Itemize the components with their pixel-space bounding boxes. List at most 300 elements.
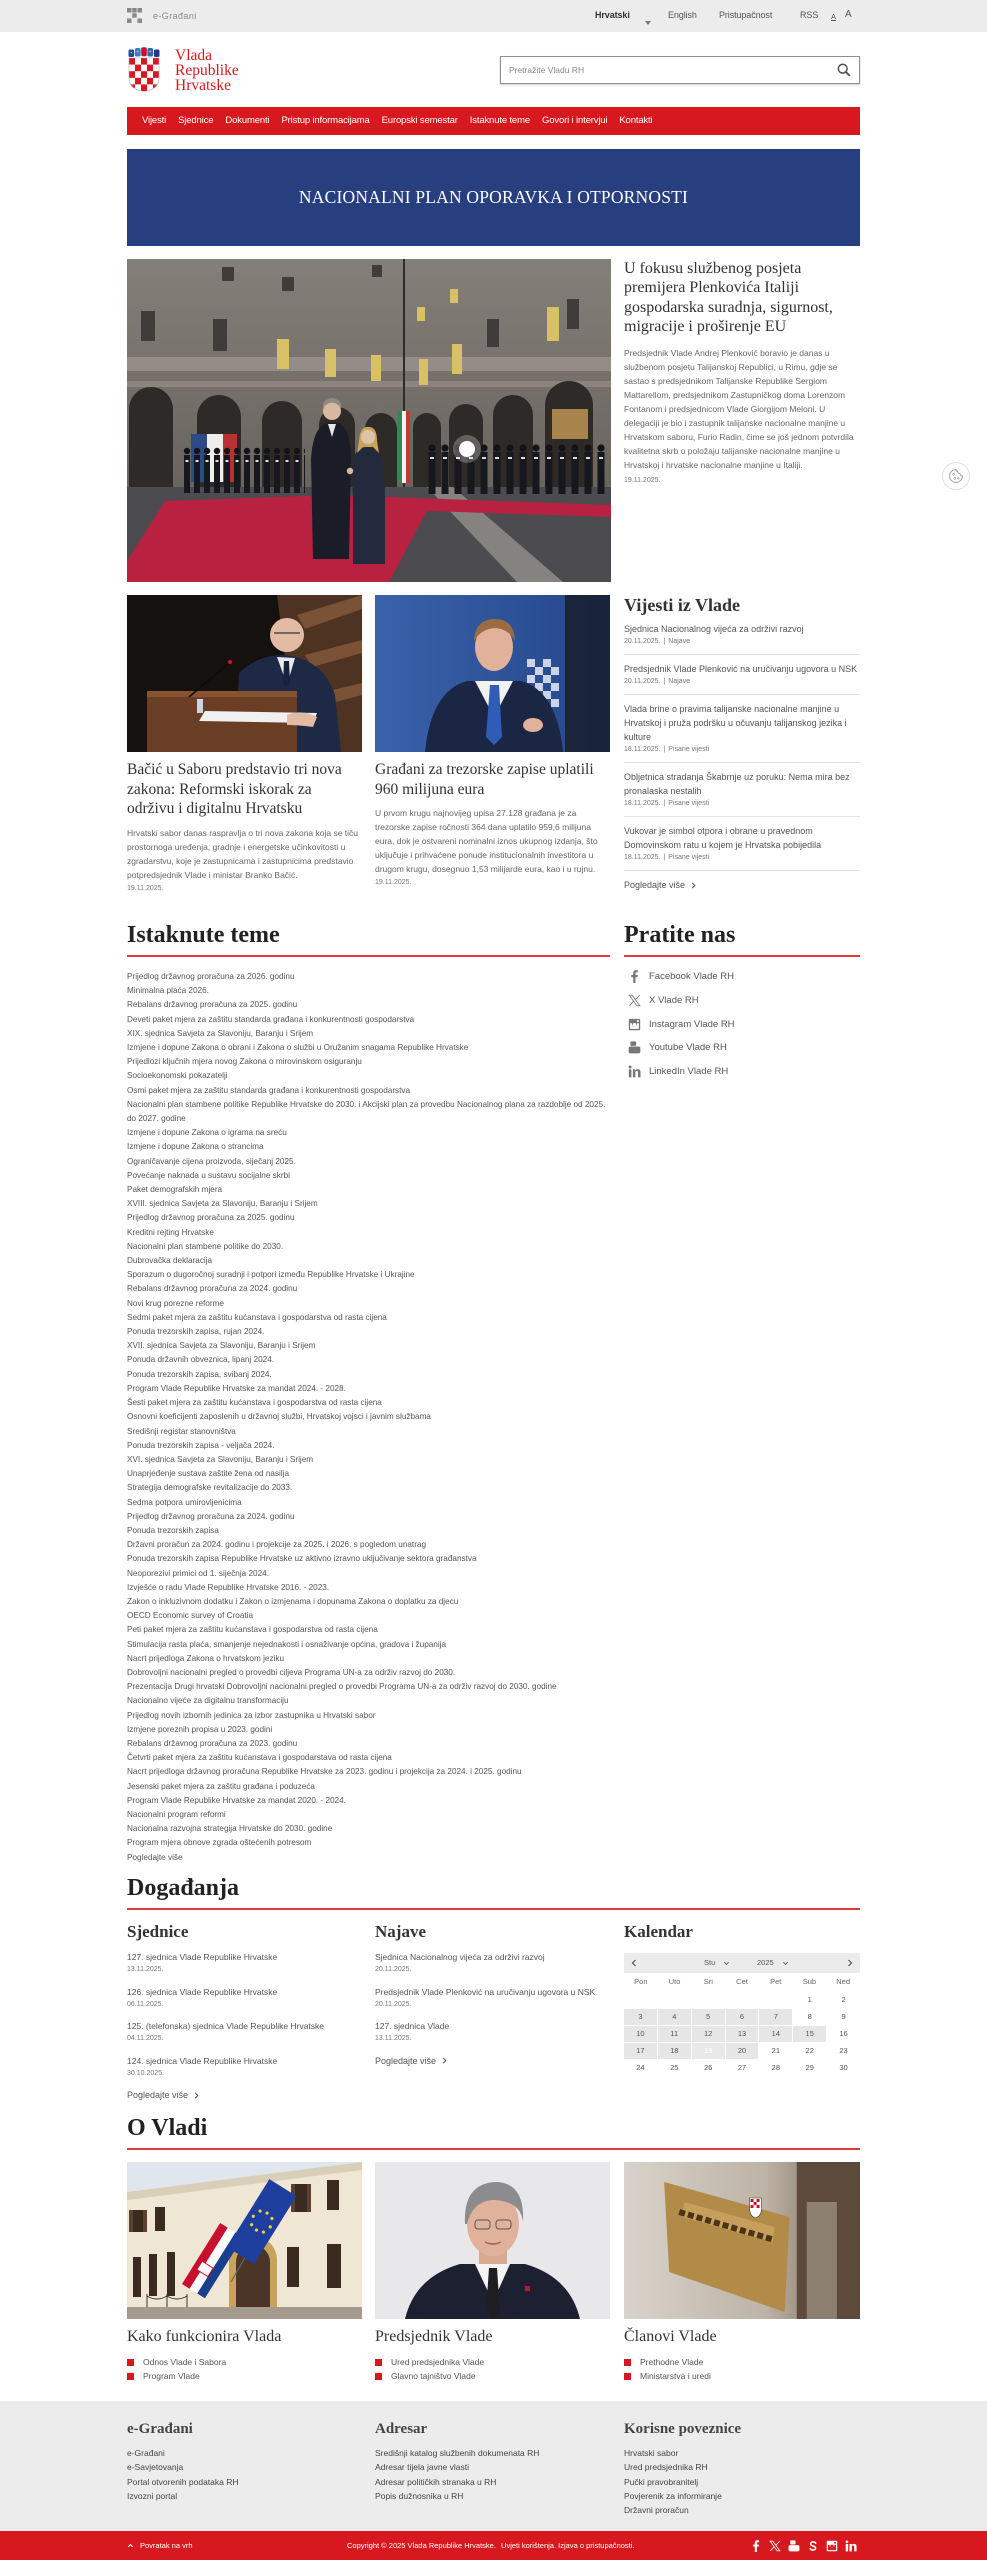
event-item <box>127 2054 362 2080</box>
red-square-bullet-icon <box>624 2359 631 2366</box>
font-size-small-button[interactable]: A <box>831 12 836 21</box>
about-heading: O Vladi <box>127 2115 208 2141</box>
event-date: 04.11.2025. <box>127 2035 164 2042</box>
about-card-image[interactable] <box>127 2162 362 2319</box>
cookie-icon <box>948 468 964 484</box>
nav-item-dokumenti[interactable]: Dokumenti <box>225 115 270 126</box>
topic-link[interactable]: Minimalna plaća 2026. <box>127 986 209 996</box>
footer-link[interactable]: Hrvatski sabor <box>624 2448 679 2458</box>
news-category-link[interactable]: Pisane vijesti <box>668 800 710 807</box>
about-link[interactable]: Prethodne Vlade <box>640 2357 704 2367</box>
e-gradani-link[interactable] <box>127 8 197 23</box>
meta-separator: | <box>663 800 666 807</box>
calendar-weekday: Ned <box>836 1977 851 1986</box>
topic-link[interactable]: Deveti paket mjera za zaštitu standarda građana i konkurentnosti gospodarstva <box>127 1014 415 1024</box>
follow-us-list <box>624 965 860 1083</box>
topic-link[interactable]: Prijedlozi ključnih mjera novog Zakona o mirovinskom osiguranju <box>127 1057 362 1067</box>
topic-link[interactable]: Dubrovačka deklaracija <box>127 1256 213 1266</box>
x-icon <box>628 994 641 1007</box>
about-link-item <box>624 2355 860 2369</box>
chevron-down-icon <box>782 1960 789 1967</box>
topic-link[interactable]: Jesenski paket mjera za zaštitu građana i poduzeća <box>127 1781 315 1791</box>
event-item <box>375 2019 610 2045</box>
chevron-up-icon <box>127 2542 134 2549</box>
calendar-day[interactable]: 8 <box>807 2011 812 2021</box>
youtube-icon <box>628 1041 641 1054</box>
more-link-label: Pogledajte više <box>127 2090 189 2100</box>
news-date: 20.11.2025. <box>624 638 661 645</box>
month-select[interactable] <box>704 1953 730 1973</box>
topic-link[interactable]: Sporazum o dugoročnoj suradnji i potpori između Republike Hrvatske i Ukrajine <box>127 1270 415 1280</box>
news-sidebar-item-title[interactable]: Predsjednik Vlade Plenković na uručivanju ugovora u NSK <box>624 664 858 674</box>
cookie-settings-button[interactable] <box>942 462 970 490</box>
about-card-links <box>127 2355 362 2383</box>
news-sidebar-item <box>624 702 860 763</box>
accessibility-statement-link[interactable]: Izjava o pristupačnosti. <box>558 2541 635 2550</box>
calendar-day[interactable]: 24 <box>636 2062 645 2072</box>
calendar-day[interactable]: 19 <box>692 2043 725 2059</box>
red-square-bullet-icon <box>375 2373 382 2380</box>
news-card-title[interactable]: Građani za trezorske zapise uplatili 960 milijuna eura <box>375 761 594 798</box>
calendar-day[interactable]: 9 <box>841 2011 846 2021</box>
calendar-empty-cell <box>624 1992 657 2008</box>
event-date: 06.11.2025. <box>127 2000 164 2008</box>
calendar-empty-cell <box>726 1992 759 2008</box>
announcements-heading: Najave <box>375 1922 426 1941</box>
featured-photo <box>127 259 611 582</box>
calendar-day[interactable]: 3 <box>624 2009 657 2025</box>
news-sidebar-item-meta <box>624 798 860 810</box>
topic-link[interactable]: XVI. sjednica Savjeta za Slavoniju, Baranju i Srijem <box>127 1454 314 1464</box>
footer-social-link-linkedin[interactable] <box>845 2539 857 2557</box>
chevron-left-icon[interactable] <box>630 1959 638 1967</box>
about-card-links <box>624 2355 860 2383</box>
footer-social-links <box>750 2539 857 2557</box>
news-sidebar-item-meta <box>624 852 860 864</box>
featured-news-image[interactable] <box>127 259 611 582</box>
x-icon <box>769 2540 781 2552</box>
topic-link[interactable]: Strategija demografske revitalizacije do 2033. <box>127 1483 293 1493</box>
more-link-label: Pogledajte više <box>375 2055 437 2066</box>
footer-links <box>127 2446 362 2503</box>
footer-bottom-bar <box>0 2531 987 2560</box>
calendar-empty-cell <box>692 1992 725 2008</box>
event-title[interactable]: 127. sjednica Vlade Republike Hrvatske <box>127 1952 278 1962</box>
follow-link-x-vlade-rh[interactable] <box>624 989 860 1013</box>
nav-item-govori-i-intervjui[interactable]: Govori i intervjui <box>541 115 608 126</box>
about-link[interactable]: Glavno tajništvo Vlade <box>391 2371 476 2381</box>
topic-link[interactable]: Ponuda trezorskih zapisa, svibanj 2024. <box>127 1369 272 1379</box>
topic-link[interactable]: Program mjera obnove zgrada oštećenih potresom <box>127 1838 312 1848</box>
topic-link[interactable]: Sedmi paket mjera za zaštitu kućanstava i gospodarstva od rasta cijena <box>127 1312 387 1322</box>
footer-link[interactable]: Adresar političkih stranaka u RH <box>375 2476 497 2487</box>
news-category-link[interactable]: Pisane vijesti <box>668 746 710 753</box>
meta-separator: | <box>663 638 666 645</box>
nav-item-sjednice[interactable]: Sjednice <box>178 115 214 126</box>
about-card-title[interactable]: Članovi Vlade <box>624 2328 717 2345</box>
topic-link[interactable]: Ponuda trezorskih zapisa <box>127 1525 219 1535</box>
footer-column-heading: Adresar <box>375 2421 428 2437</box>
event-item <box>127 1950 362 1976</box>
event-item <box>127 2019 362 2045</box>
calendar-day[interactable]: 17 <box>624 2043 657 2059</box>
about-card-image[interactable] <box>624 2162 860 2319</box>
facebook-icon <box>750 2540 762 2552</box>
footer-column-adresar <box>375 2419 610 2503</box>
footer-column-useful-links <box>624 2419 859 2517</box>
red-square-bullet-icon <box>127 2359 134 2366</box>
chevron-right-icon <box>193 2092 200 2099</box>
event-title[interactable]: 124. sjednica Vlade Republike Hrvatske <box>127 2055 278 2066</box>
news-sidebar-item <box>624 662 860 695</box>
event-title[interactable]: Sjednica Nacionalnog vijeća za održivi razvoj <box>375 1952 545 1962</box>
news-card-image[interactable] <box>127 595 362 752</box>
topic-link[interactable]: Nacionalno vijeće za digitalnu transformaciju <box>127 1696 289 1706</box>
topic-link[interactable]: Prijedlog državnog proračuna za 2024. godinu <box>127 1511 295 1521</box>
sessions-more-link[interactable] <box>127 2088 362 2102</box>
caret-down-icon[interactable] <box>645 13 651 18</box>
news-sidebar-item-title[interactable]: Vlada brine o pravima talijanske nacionalne manjine u Hrvatskoj i pruža podršku u očuvanju talijanskog jezika i kulture <box>624 704 847 742</box>
topic-link[interactable]: Nacionalna razvojna strategija Hrvatske do 2030. godine <box>127 1824 333 1834</box>
footer-link[interactable]: Adresar tijela javne vlasti <box>375 2462 470 2473</box>
calendar-weekday: Pet <box>770 1977 782 1986</box>
topic-link[interactable]: Prijedlog državnog proračuna za 2026. godinu <box>127 972 295 981</box>
meta-separator: | <box>663 854 666 861</box>
event-item <box>375 1950 610 1976</box>
calendar-day[interactable]: 29 <box>805 2062 814 2072</box>
calendar-day[interactable]: 23 <box>839 2045 848 2055</box>
featured-news-title[interactable]: U fokusu službenog posjeta premijera Plenkovića Italiji gospodarska suradnja, sigurnost, migracije i proširenje EU <box>624 260 833 335</box>
event-item <box>375 1985 610 2011</box>
calendar-day[interactable]: 27 <box>737 2062 747 2072</box>
footer-link[interactable]: Popis dužnosnika u RH <box>375 2490 464 2501</box>
year-select[interactable] <box>757 1953 789 1973</box>
topic-link[interactable]: Peti paket mjera za zaštitu kućanstava i gospodarstva od rasta cijena <box>127 1625 378 1635</box>
calendar-grid <box>624 1992 860 2076</box>
calendar-day[interactable]: 6 <box>726 2009 759 2025</box>
topic-link[interactable]: Prijedlog novih izbornih jedinica za izbor zastupnika u Hrvatski sabor <box>127 1710 376 1720</box>
news-category-link[interactable]: Najave <box>668 678 691 685</box>
footer-link[interactable]: e-Građani <box>127 2448 165 2458</box>
topic-link[interactable]: OECD Economic survey of Croatia <box>127 1611 254 1621</box>
about-link-item <box>624 2369 860 2383</box>
calendar-day[interactable]: 13 <box>726 2026 759 2042</box>
about-link[interactable]: Ministarstva i uredi <box>640 2371 711 2381</box>
topic-link[interactable]: Izvješće o radu Vlade Republike Hrvatske 2016. - 2023. <box>127 1582 330 1592</box>
topic-link[interactable]: Izmjene i dopune Zakona o obrani i Zakona o službi u Oružanim snagama Republike Hrvatske <box>127 1043 469 1053</box>
facebook-icon <box>628 970 641 983</box>
npoo-banner[interactable] <box>127 149 860 246</box>
topic-link[interactable]: Nacionalni plan stambene politike Republike Hrvatske do 2030. i Akcijski plan za provedbu Nacionalnog plana za razdoblje od 2025. do 2027. godine <box>127 1099 606 1124</box>
topic-link[interactable]: Izmjene i dopune Zakona o strancima <box>127 1142 264 1152</box>
government-plaque-photo <box>624 2162 860 2319</box>
announcements-column <box>375 1922 610 2068</box>
follow-link-label: Youtube Vlade RH <box>649 1042 727 1054</box>
highlighted-topics <box>127 970 613 1865</box>
featured-news-date: 19.11.2025. <box>624 477 661 485</box>
logo-text <box>175 48 239 93</box>
government-building-photo <box>127 2162 362 2319</box>
calendar-day[interactable]: 11 <box>658 2026 691 2042</box>
news-card-title[interactable]: Bačić u Saboru predstavio tri nova zakona: Reformski iskorak za održivu i digitalnu Hrvatsku <box>127 761 342 817</box>
topic-link[interactable]: Program Vlade Republike Hrvatske za mandat 2024. - 2028. <box>127 1383 346 1393</box>
red-square-bullet-icon <box>624 2373 631 2380</box>
nav-item-pristup-informacijama[interactable]: Pristup informacijama <box>281 115 370 126</box>
topic-link[interactable]: Novi krug porezne reforme <box>127 1298 224 1308</box>
about-link[interactable]: Ured predsjednika Vlade <box>391 2357 485 2367</box>
calendar-day[interactable]: 22 <box>805 2045 814 2055</box>
about-card-links <box>375 2355 610 2383</box>
news-card-image[interactable] <box>375 595 610 752</box>
topic-link[interactable]: Unaprjeđenje sustava zaštite žena od nasilja <box>127 1469 290 1479</box>
calendar-weekday: Sri <box>703 1977 713 1986</box>
calendar-day[interactable]: 1 <box>807 1994 812 2004</box>
topic-link[interactable]: Nacrt prijedloga Zakona o hrvatskom jeziku <box>127 1653 284 1663</box>
topic-link[interactable]: Povećanje naknada u sustavu socijalne skrbi <box>127 1170 290 1180</box>
event-item <box>127 1985 362 2011</box>
footer-social-link-s[interactable] <box>807 2539 819 2557</box>
topic-link[interactable]: Nacionalni program reformi <box>127 1809 226 1819</box>
event-title[interactable]: 125. (telefonska) sjednica Vlade Republike Hrvatske <box>127 2021 325 2031</box>
topic-link[interactable]: XIX. sjednica Savjeta za Slavoniju, Baranju i Srijem <box>127 1028 314 1038</box>
topic-link[interactable]: Ponuda trezorskih zapisa Republike Hrvatske uz aktivno izravno uključivanje sektora građanstva <box>127 1554 477 1564</box>
topic-link[interactable]: Središnji registar stanovništva <box>127 1426 236 1436</box>
rss-link[interactable]: RSS <box>800 10 819 20</box>
calendar-day[interactable]: 5 <box>692 2009 725 2025</box>
topic-link[interactable]: Osnovni koeficijenti zaposlenih u državnoj službi, Hrvatskoj vojsci i javnim službama <box>127 1412 431 1422</box>
topic-link[interactable]: Paket demografskih mjera <box>127 1185 223 1195</box>
calendar-day[interactable]: 21 <box>771 2045 781 2055</box>
topic-link[interactable]: Prezentacija Drugi hrvatski Dobrovoljni nacionalni pregled o provedbi Programa UN-a za održiv razvoj do 2030. godine <box>127 1682 557 1692</box>
footer-links <box>375 2446 610 2503</box>
copyright-line <box>347 2531 634 2560</box>
calendar-day[interactable]: 25 <box>670 2062 679 2072</box>
event-date: 20.11.2025. <box>375 2000 412 2008</box>
calendar-day[interactable]: 15 <box>793 2026 826 2042</box>
calendar-day[interactable]: 28 <box>771 2062 781 2072</box>
news-sidebar-item-meta <box>624 744 860 756</box>
topic-link[interactable]: Nacionalni plan stambene politike do 2030. <box>127 1241 284 1251</box>
topic-link[interactable]: Neoporezivi primici od 1. siječnja 2024. <box>127 1568 269 1578</box>
red-square-bullet-icon <box>127 2373 134 2380</box>
follow-link-linkedin-vlade-rh[interactable] <box>624 1060 860 1084</box>
follow-link-label: X Vlade RH <box>649 995 699 1007</box>
nav-item-europski-semestar[interactable]: Europski semestar <box>381 115 458 126</box>
news-card <box>127 595 362 895</box>
back-to-top-label: Povratak na vrh <box>140 2541 193 2550</box>
main-navigation <box>127 107 860 135</box>
search-box <box>500 56 860 84</box>
about-link-item <box>127 2369 362 2383</box>
footer-social-link-youtube[interactable] <box>788 2539 800 2557</box>
topic-link[interactable]: Nacrt prijedloga državnog proračuna Republike Hrvatske za 2023. godinu i projekcija za 2024. i 2025. godinu <box>127 1767 522 1777</box>
topic-link[interactable]: Ponuda trezorskih zapisa - veljača 2024. <box>127 1440 275 1450</box>
footer-link[interactable]: Povjerenik za informiranje <box>624 2490 722 2501</box>
footer-column-egradani <box>127 2419 362 2503</box>
calendar-day[interactable]: 7 <box>759 2009 792 2025</box>
footer-social-link-x[interactable] <box>769 2539 781 2557</box>
footer-link[interactable]: Izvozni portal <box>127 2490 178 2501</box>
announcements-list <box>375 1950 610 2045</box>
topic-link[interactable]: Izmjene i dopune Zakona o igrama na sreću <box>127 1128 287 1138</box>
topic-link[interactable]: Sedma potpora umirovljenicima <box>127 1497 242 1507</box>
footer-link[interactable]: Portal otvorenih podataka RH <box>127 2476 239 2487</box>
chevron-right-icon <box>690 882 697 889</box>
calendar-day[interactable]: 4 <box>658 2009 691 2025</box>
footer-column-heading: e-Građani <box>127 2421 193 2437</box>
calendar-day[interactable]: 14 <box>759 2026 792 2042</box>
font-size-large-button[interactable]: A <box>845 9 852 20</box>
calendar-day[interactable]: 16 <box>839 2028 848 2038</box>
site-logo[interactable] <box>127 47 277 97</box>
chevron-down-icon <box>723 1960 730 1967</box>
follow-link-youtube-vlade-rh[interactable] <box>624 1036 860 1060</box>
calendar-day[interactable]: 2 <box>841 1994 846 2004</box>
chevron-right-icon <box>441 2057 448 2064</box>
event-title[interactable]: Predsjednik Vlade Plenković na uručivanju ugovora u NSK <box>375 1986 596 1997</box>
section-divider <box>127 1908 860 1910</box>
about-link-item <box>375 2369 610 2383</box>
events-heading: Događanja <box>127 1875 240 1901</box>
topic-link[interactable]: Izmjene poreznih propisa u 2023. godini <box>127 1724 273 1734</box>
featured-news <box>624 259 860 487</box>
sessions-column <box>127 1922 362 2102</box>
news-card <box>375 595 610 889</box>
about-card <box>624 2162 860 2383</box>
calendar-weekday: Pon <box>634 1977 648 1986</box>
language-english-link[interactable]: English <box>668 10 697 20</box>
topic-link[interactable]: Stimulacija rasta plaća, smanjenje nejednakosti i osnaživanje općina, gradova i županija <box>127 1639 447 1649</box>
calendar-day[interactable]: 30 <box>839 2062 848 2072</box>
follow-link-label: LinkedIn Vlade RH <box>649 1066 729 1078</box>
topic-link[interactable]: Ograničavanje cijena proizvoda, siječanj 2025. <box>127 1156 296 1166</box>
topic-link[interactable]: Četvrti paket mjera za zaštitu kućanstava i gospodarstava od rasta cijena <box>127 1753 392 1763</box>
footer-link[interactable]: Pučki pravobranitelj <box>624 2476 699 2487</box>
calendar-widget <box>624 1922 860 2076</box>
event-date: 20.11.2025. <box>375 1966 412 1973</box>
nav-item-istaknute-teme[interactable]: Istaknute teme <box>469 115 530 126</box>
topic-link[interactable]: Prijedlog državnog proračuna za 2025. godinu <box>127 1213 295 1223</box>
language-selector[interactable]: Hrvatski <box>595 10 630 20</box>
topic-link[interactable]: Ponuda državnih obveznica, lipanj 2024. <box>127 1355 275 1365</box>
news-sidebar-item-title[interactable]: Vukovar je simbol otpora i obrane u pravednom Domovinskom ratu u kojem je Hrvatska pobijedila <box>624 826 822 850</box>
section-divider <box>127 2148 860 2150</box>
topic-link[interactable]: Dobrovoljni nacionalni pregled o provedbi ciljeva Programa UN-a za održiv razvoj do 2030. <box>127 1667 456 1677</box>
copyright-text: Copyright © 2025 Vlada Republike Hrvatske. <box>347 2541 496 2550</box>
chevron-right-icon[interactable] <box>846 1959 854 1967</box>
news-card-summary: Hrvatski sabor danas raspravlja o tri nova zakona koja se tiču prostornoga uređenja, gradnje i energetske učinkovitosti u zgradarstvu, koje je zastupnicama i zastupnicima predstavio potpredsjednik Vlade i ministar Branko Bačić. <box>127 827 359 880</box>
news-sidebar-item <box>624 622 860 655</box>
accessibility-link[interactable]: Pristupačnost <box>719 10 773 20</box>
news-sidebar-item-title[interactable]: Obljetnica stradanja Škabrnje uz poruku: Nema mira bez pronalaska nestalih <box>624 772 850 796</box>
follow-link-instagram-vlade-rh[interactable] <box>624 1012 860 1036</box>
about-card-image[interactable] <box>375 2162 610 2319</box>
banner-label: NACIONALNI PLAN OPORAVKA I OTPORNOSTI <box>298 187 689 207</box>
about-card <box>127 2162 362 2383</box>
about-link[interactable]: Program Vlade <box>143 2371 200 2381</box>
footer-links <box>624 2446 859 2517</box>
topic-link[interactable]: Program Vlade Republike Hrvatske za mandat 2020. - 2024. <box>127 1795 346 1805</box>
calendar-day[interactable]: 20 <box>726 2043 759 2059</box>
footer-social-link-instagram[interactable] <box>826 2539 838 2557</box>
search-icon[interactable] <box>837 63 851 77</box>
terms-link[interactable]: Uvjeti korištenja. <box>501 2541 557 2550</box>
footer-link[interactable]: Ured predsjednika RH <box>624 2462 708 2473</box>
about-card-title[interactable]: Kako funkcionira Vlada <box>127 2328 282 2345</box>
calendar-toolbar <box>624 1953 860 1973</box>
footer-social-link-facebook[interactable] <box>750 2539 762 2557</box>
red-square-bullet-icon <box>375 2359 382 2366</box>
news-category-link[interactable]: Najave <box>668 638 691 645</box>
topic-link[interactable]: Rebalans državnog proračuna za 2023. godinu <box>127 1738 298 1748</box>
calendar-empty-cell <box>658 1992 691 2008</box>
section-divider <box>127 955 610 957</box>
news-sidebar-more-link[interactable] <box>624 878 860 892</box>
nav-item-vijesti[interactable]: Vijesti <box>142 115 167 126</box>
news-photo-press-conference <box>375 595 610 752</box>
calendar-day[interactable]: 26 <box>703 2062 713 2072</box>
calendar-day[interactable]: 18 <box>658 2043 691 2059</box>
topic-link[interactable]: Kreditni rejting Hrvatske <box>127 1227 214 1237</box>
follow-us-heading: Pratite nas <box>624 922 736 948</box>
news-sidebar-item <box>624 770 860 817</box>
about-card-title[interactable]: Predsjednik Vlade <box>375 2328 493 2345</box>
news-sidebar-item-meta <box>624 636 860 648</box>
announcements-more-link[interactable] <box>375 2054 610 2068</box>
event-title[interactable]: 127. sjednica Vlade <box>375 2021 450 2031</box>
instagram-icon <box>628 1018 641 1031</box>
e-gradani-label: e-Građani <box>153 10 197 21</box>
meta-separator: | <box>663 746 666 753</box>
calendar-day[interactable]: 10 <box>624 2026 657 2042</box>
follow-link-facebook-vlade-rh[interactable] <box>624 965 860 989</box>
news-photo-parliament <box>127 595 362 752</box>
news-date: 20.11.2025. <box>624 678 661 685</box>
topic-link[interactable]: Ponuda trezorskih zapisa, rujan 2024. <box>127 1327 265 1337</box>
about-link-item <box>127 2355 362 2369</box>
news-date: 18.11.2025. <box>624 746 661 753</box>
calendar-empty-cell <box>759 1992 792 2008</box>
main-navigation-list <box>127 107 860 135</box>
news-category-link[interactable]: Pisane vijesti <box>668 854 710 861</box>
search-input[interactable] <box>501 57 821 83</box>
news-sidebar-item-title[interactable]: Sjednica Nacionalnog vijeća za održivi razvoj <box>624 624 804 634</box>
topic-link[interactable]: Rebalans državnog proračuna za 2024. godinu <box>127 1284 298 1294</box>
calendar-day[interactable]: 12 <box>692 2026 725 2042</box>
event-date: 13.11.2025. <box>127 1966 164 1973</box>
about-link[interactable]: Odnos Vlade i Sabora <box>143 2357 227 2367</box>
news-date: 18.11.2025. <box>624 854 661 861</box>
topic-link[interactable]: Socioekonomski pokazatelji <box>127 1071 228 1081</box>
topic-link[interactable]: XVII. sjednica Savjeta za Slavoniju, Baranju i Srijem <box>127 1341 316 1351</box>
topic-link[interactable]: Zakon o inkluzivnom dodatku i Zakon o izmjenama i dopunama Zakona o doplatku za djecu <box>127 1596 459 1606</box>
logo-line: Vlada <box>175 47 213 64</box>
topic-link[interactable]: Osmi paket mjera za zaštitu standarda građana i konkurentnosti gospodarstva <box>127 1085 411 1095</box>
topic-link[interactable]: Rebalans državnog proračuna za 2025. godinu <box>127 1000 298 1010</box>
highlighted-topics-list <box>127 970 613 1851</box>
topic-link[interactable]: XVIII. sjednica Savjeta za Slavoniju, Baranju i Srijem <box>127 1199 318 1209</box>
news-card-summary: U prvom krugu najnovijeg upisa 27.128 građana je za trezorske zapise ročnosti 364 dana uplatilo 959,6 milijuna eura, dok je ostvareni nominalni iznos ukupnog izdanja, što uključuje i prihvaćene ponude institucionalnih investitora u drugom krugu, dosegnuo 1,53 milijarde eura, kao i u rujnu. <box>375 808 598 874</box>
event-title[interactable]: 126. sjednica Vlade Republike Hrvatske <box>127 1986 278 1997</box>
topic-link[interactable]: Šesti paket mjera za zaštitu kućanstava i gospodarstva od rasta cijena <box>127 1398 382 1408</box>
nav-item-kontakti[interactable]: Kontakti <box>619 115 653 126</box>
topic-link[interactable]: Državni proračun za 2024. godinu i projekcije za 2025. i 2026. s pogledom unatrag <box>127 1540 427 1550</box>
footer-link[interactable]: Središnji katalog službenih dokumenata RH <box>375 2448 540 2458</box>
footer-link[interactable]: e-Savjetovanja <box>127 2462 184 2473</box>
highlighted-topics-more-link[interactable]: Pogledajte više <box>127 1852 183 1862</box>
back-to-top-link[interactable] <box>127 2531 193 2560</box>
footer-link[interactable]: Državni proračun <box>624 2505 689 2516</box>
